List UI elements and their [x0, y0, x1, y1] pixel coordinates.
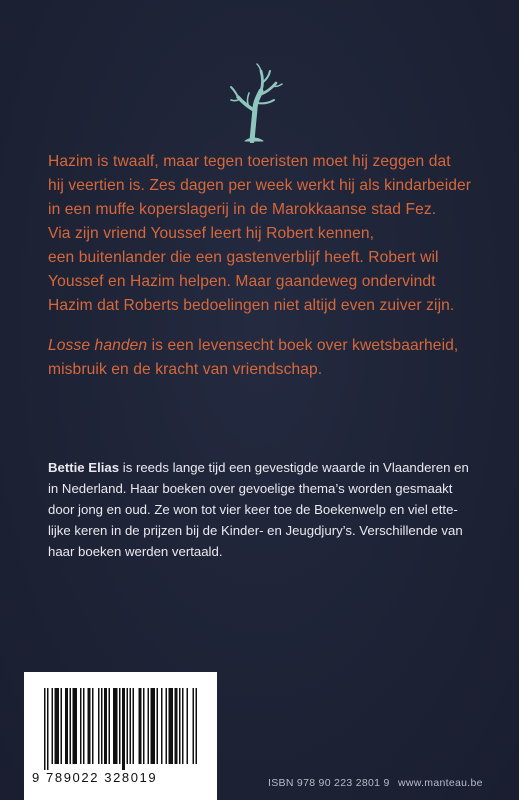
barcode-bar: [80, 688, 82, 764]
barcode-bar: [98, 688, 100, 764]
barcode: [42, 688, 202, 770]
blurb-line: in een muffe koperslagerij in de Marokkaanse stad Fez.: [48, 201, 437, 218]
barcode-bar: [139, 688, 142, 764]
barcode-bar: [101, 688, 103, 764]
barcode-bar: [187, 688, 189, 764]
publisher-website: www.manteau.be: [398, 777, 483, 789]
barcode-digits: 9 789022 328019: [32, 770, 158, 785]
author-bio-line: in Nederland. Haar boeken over gevoelige thema’s worden gesmaakt: [48, 481, 453, 496]
author-bio-line: haar boeken werden vertaald.: [48, 544, 223, 559]
barcode-bar: [104, 688, 107, 764]
barcode-bar: [119, 688, 121, 764]
blurb-line: Youssef en Hazim helpen. Maar gaandeweg ondervindt: [48, 273, 436, 290]
barcode-bar: [92, 688, 94, 764]
barcode-bar: [151, 688, 156, 764]
barcode-bar: [193, 688, 195, 764]
barcode-bar: [65, 688, 68, 764]
blurb-line: Hazim dat Roberts bedoelingen niet altijd even zuiver zijn.: [48, 297, 455, 314]
barcode-bar: [83, 688, 85, 764]
barcode-bar: [47, 688, 49, 770]
barcode-bar: [122, 688, 125, 770]
author-bio-line: door jong en oud. Ze won tot vier keer toe de Boekenwelp en viel ette-: [48, 502, 458, 517]
barcode-bar: [44, 688, 46, 770]
barcode-bar: [169, 688, 174, 764]
tagline-line: misbruik en de kracht van vriendschap.: [48, 361, 323, 378]
barcode-bar: [157, 688, 159, 764]
tagline-text: is een levensecht boek over kwetsbaarheid,: [147, 337, 459, 354]
barcode-bar: [133, 688, 135, 764]
blurb-line: hij veertien is. Zes dagen per week werkt hij als kindarbeider: [48, 177, 472, 194]
barcode-bar: [88, 688, 91, 764]
author-bio-line: lijke keren in de prijzen bij de Kinder- en Jeugdjury’s. Verschillende van: [48, 523, 463, 538]
tagline: [48, 334, 488, 382]
blurb: [48, 150, 488, 382]
barcode-bar: [161, 688, 163, 764]
book-title: Losse handen: [48, 337, 148, 354]
isbn-text: ISBN 978 90 223 2801 9: [268, 777, 390, 789]
barcode-bar: [196, 688, 198, 764]
barcode-bar: [113, 688, 118, 764]
barcode-bar: [166, 688, 168, 764]
barcode-bar: [130, 688, 132, 764]
author-bio: [48, 457, 478, 562]
blurb-line: een buitenlander die een gastenverblijf heeft. Robert wil: [48, 249, 439, 266]
barcode-bar: [143, 688, 145, 764]
barcode-bar: [175, 688, 178, 764]
barcode-bar: [179, 688, 181, 764]
author-bio-text: is reeds lange tijd een gevestigde waarde in Vlaanderen en: [119, 460, 469, 475]
barcode-bar: [52, 688, 54, 764]
barcode-bar: [182, 688, 184, 764]
barcode-panel: [24, 672, 217, 800]
blurb-paragraph: [48, 150, 488, 318]
barcode-bar: [127, 688, 129, 764]
blurb-line: Via zijn vriend Youssef leert hij Robert kennen,: [48, 225, 375, 242]
barcode-bar: [109, 688, 111, 764]
barcode-bar: [55, 688, 60, 764]
barcode-bar: [70, 688, 72, 764]
blurb-line: Hazim is twaalf, maar tegen toeristen moet hij zeggen dat: [48, 153, 451, 170]
barcode-bar: [73, 688, 78, 764]
barcode-bar: [61, 688, 63, 764]
author-name: Bettie Elias: [48, 460, 120, 475]
tree-icon: [228, 63, 284, 143]
barcode-bar: [148, 688, 150, 764]
